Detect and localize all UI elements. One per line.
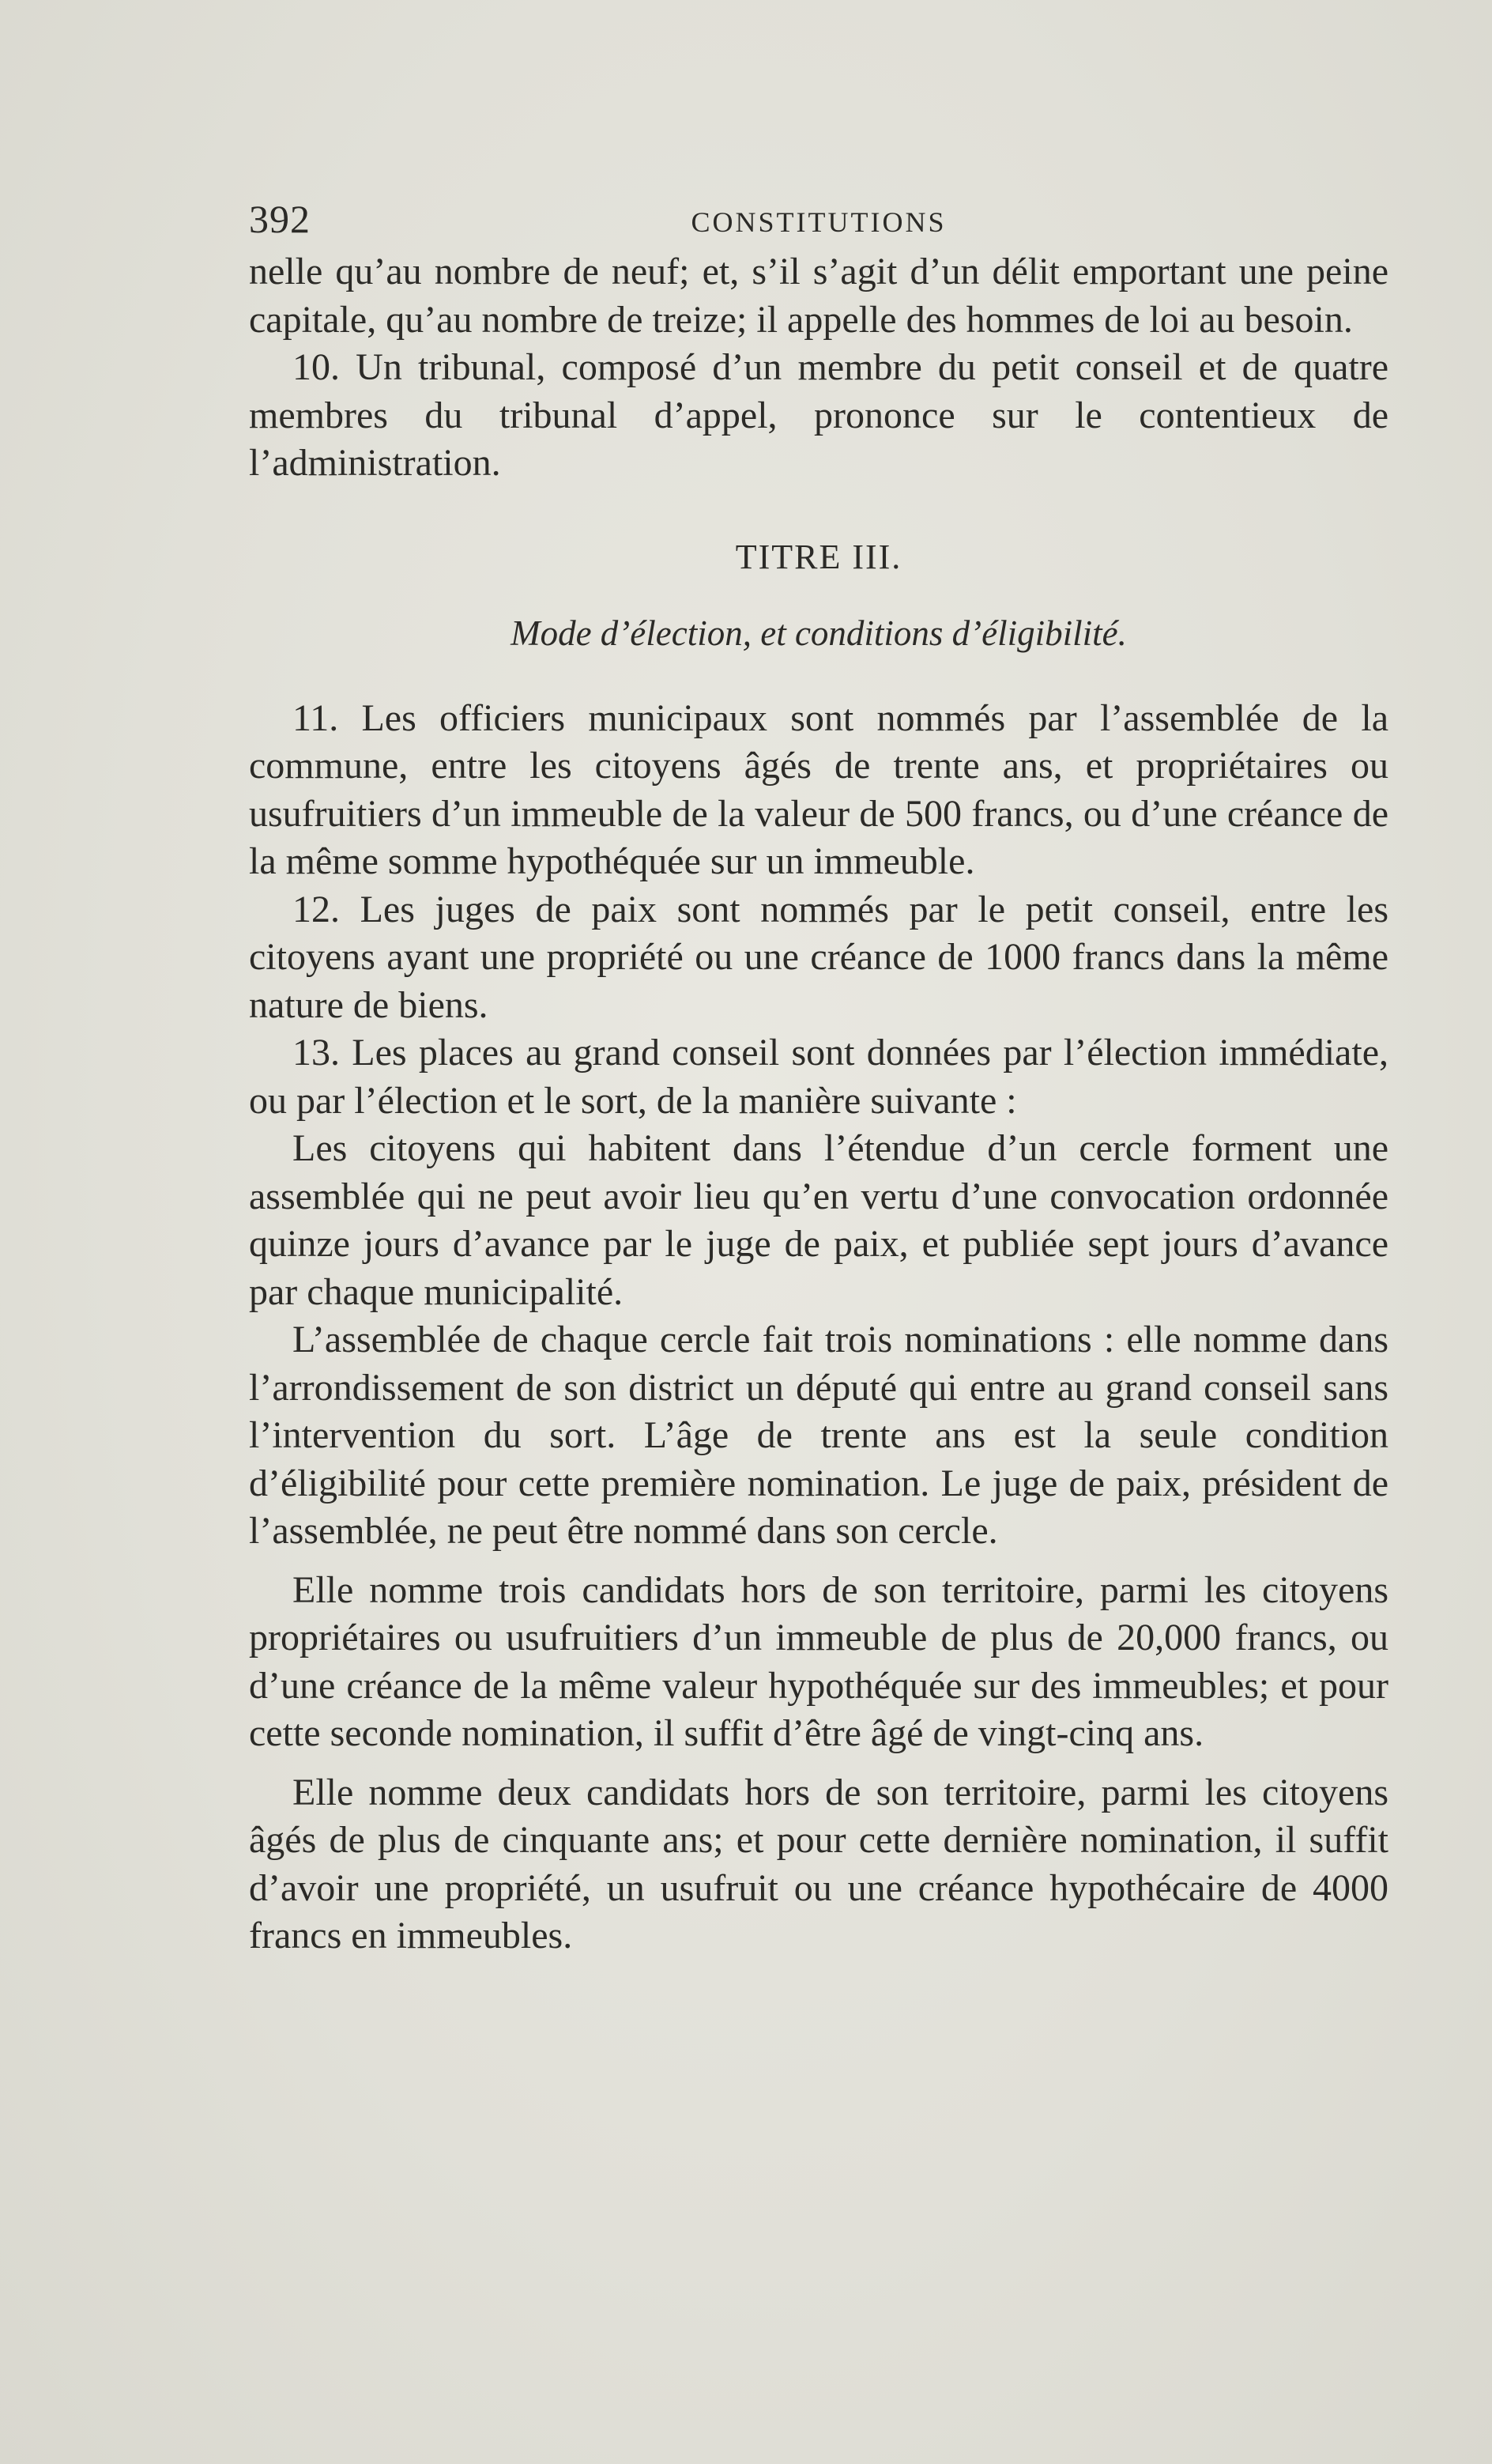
page-number: 392	[249, 197, 311, 241]
paragraph-candidates-two: Elle nomme deux candidats hors de son territoire, parmi les citoyens âgés de plus de cinquante ans; et pour cette dernière nomination, il suffit d’avoir une propriété, un usufruit ou une créance hypothécaire de 4000 francs en immeubles.	[249, 1771, 1388, 1956]
paragraph-continuation: nelle qu’au nombre de neuf; et, s’il s’agit d’un délit emportant une peine capitale, qu’au nombre de treize; il appelle des hommes de loi au besoin.	[249, 251, 1388, 341]
running-head	[249, 188, 1388, 248]
section-subtitle: Mode d’élection, et conditions d’éligibilité.	[511, 613, 1127, 653]
paragraph-candidates-three: Elle nomme trois candidats hors de son territoire, parmi les citoyens propriétaires ou usufruitiers d’un immeuble de plus de 20,000 francs, ou d’une créance de la même valeur hypothéquée sur des immeubles; et pour cette seconde nomination, il suffit d’être âgé de vingt-cinq ans.	[249, 1568, 1388, 1754]
section-title: TITRE III.	[735, 537, 902, 576]
paragraph-assembly: Les citoyens qui habitent dans l’étendue d’un cercle forment une assemblée qui ne peut avoir lieu qu’en vertu d’une convocation ordonnée quinze jours d’avance par le juge de paix, et publiée sept jours d’avance par chaque municipalité.	[249, 1127, 1388, 1313]
paragraph-article-11: 11. Les officiers municipaux sont nommés par l’assemblée de la commune, entre les citoyens âgés de trente ans, et propriétaires ou usufruitiers d’un immeuble de la valeur de 500 francs, ou d’une créance de la même somme hypothéquée sur un immeuble.	[249, 696, 1388, 882]
running-title: CONSTITUTIONS	[691, 206, 947, 238]
paragraph-article-10: 10. Un tribunal, composé d’un membre du petit conseil et de quatre membres du tribunal d’appel, prononce sur le contentieux de l’administration.	[249, 346, 1388, 484]
paragraph-nominations: L’assemblée de chaque cercle fait trois nominations : elle nomme dans l’arrondissement de son district un député qui entre au grand conseil sans l’intervention du sort. L’âge de trente ans est la seule condition d’éligibilité pour cette première nomination. Le juge de paix, président de l’assemblée, ne peut être nommé dans son cercle.	[249, 1319, 1388, 1552]
paragraph-article-13: 13. Les places au grand conseil sont données par l’élection immédiate, ou par l’élection et le sort, de la manière suivante :	[249, 1032, 1388, 1122]
text-block	[249, 188, 1388, 1960]
paragraph-article-12: 12. Les juges de paix sont nommés par le petit conseil, entre les citoyens ayant une propriété ou une créance de 1000 francs dans la même nature de biens.	[249, 888, 1388, 1026]
